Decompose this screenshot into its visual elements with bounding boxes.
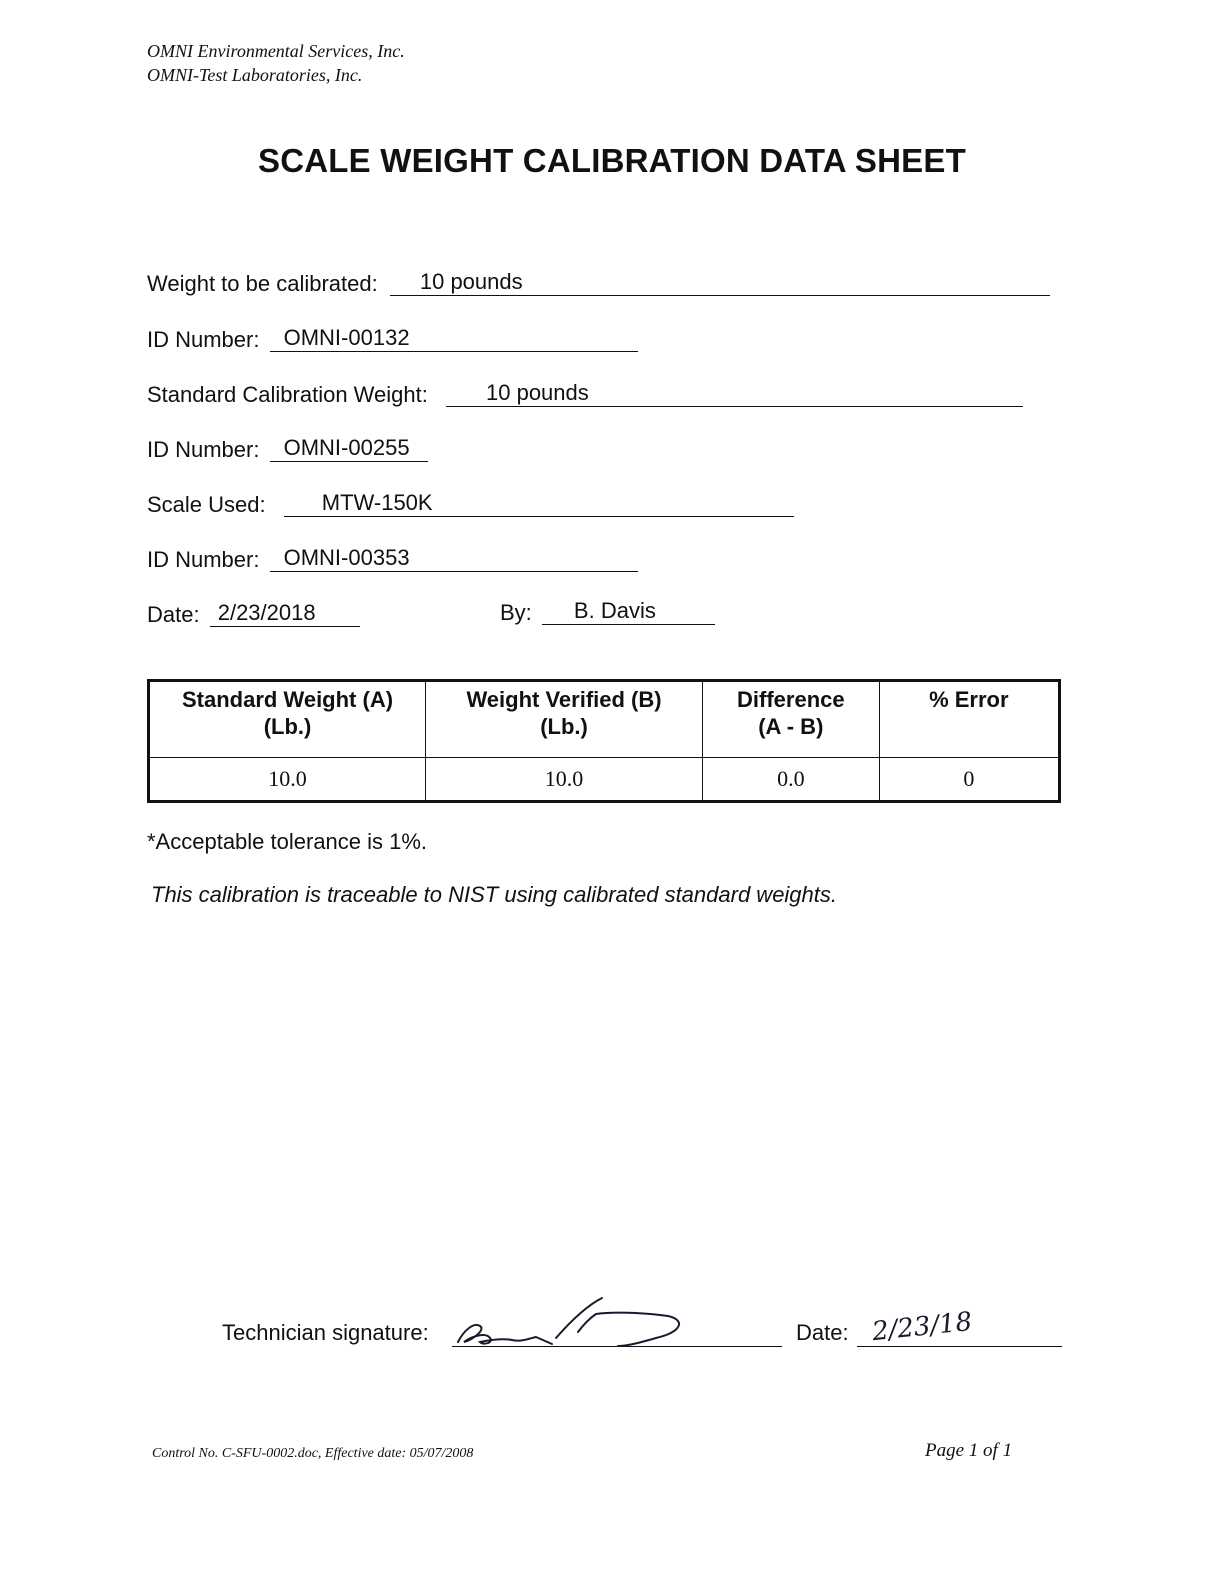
tolerance-note: *Acceptable tolerance is 1%.	[147, 829, 428, 854]
id-number-1-value: OMNI-00132	[270, 326, 638, 352]
scale-used-value: MTW-150K	[284, 491, 794, 517]
header-line: (A - B)	[758, 714, 824, 739]
cell-standard-weight: 10.0	[149, 758, 426, 802]
technician-signature-label: Technician signature:	[222, 1320, 429, 1345]
header-standard-weight	[149, 681, 426, 758]
cell-weight-verified: 10.0	[426, 758, 703, 802]
calibration-table	[147, 679, 1061, 803]
date-row	[147, 601, 360, 629]
header-line: Difference	[737, 687, 845, 712]
scale-used-row	[147, 491, 794, 519]
by-row	[500, 599, 715, 627]
standard-weight-label: Standard Calibration Weight:	[147, 382, 428, 407]
signature-date-label: Date:	[796, 1320, 849, 1345]
traceability-note: This calibration is traceable to NIST using calibrated standard weights.	[151, 882, 838, 907]
page-title: SCALE WEIGHT CALIBRATION DATA SHEET	[258, 142, 966, 179]
weight-to-calibrate-label: Weight to be calibrated:	[147, 271, 378, 296]
table-row	[149, 758, 1060, 802]
weight-to-calibrate-row	[147, 270, 1050, 298]
date-value: 2/23/2018	[210, 601, 360, 627]
id-number-2-value: OMNI-00255	[270, 436, 428, 462]
header-line: Weight Verified (B)	[466, 687, 662, 712]
id-number-1-label: ID Number:	[147, 327, 260, 352]
by-value: B. Davis	[542, 599, 715, 625]
standard-weight-value: 10 pounds	[446, 381, 1023, 407]
weight-to-calibrate-value: 10 pounds	[390, 270, 1050, 296]
by-label: By:	[500, 600, 532, 625]
id-number-3-value: OMNI-00353	[270, 546, 638, 572]
table-header-row	[149, 681, 1060, 758]
id-number-3-row	[147, 546, 638, 574]
cell-percent-error: 0	[879, 758, 1059, 802]
header-line: Standard Weight (A)	[182, 687, 394, 712]
scale-used-label: Scale Used:	[147, 492, 266, 517]
company-name-2: OMNI-Test Laboratories, Inc.	[147, 65, 363, 85]
header-line: % Error	[929, 687, 1009, 712]
standard-weight-row	[147, 381, 1023, 409]
header-line: (Lb.)	[263, 714, 312, 739]
header-difference	[703, 681, 880, 758]
header-percent-error	[879, 681, 1059, 758]
control-number: Control No. C-SFU-0002.doc, Effective date: 05/07/2008	[152, 1446, 474, 1461]
id-number-3-label: ID Number:	[147, 547, 260, 572]
header-line: (Lb.)	[540, 714, 588, 739]
cell-difference: 0.0	[703, 758, 880, 802]
handwritten-date: 2/23/18	[870, 1306, 974, 1348]
id-number-1-row	[147, 326, 638, 354]
id-number-2-label: ID Number:	[147, 437, 260, 462]
header-weight-verified	[426, 681, 703, 758]
page-number: Page 1 of 1	[925, 1440, 1013, 1461]
date-label: Date:	[147, 602, 200, 627]
company-name-1: OMNI Environmental Services, Inc.	[147, 41, 405, 61]
id-number-2-row	[147, 436, 428, 464]
handwritten-signature	[450, 1292, 690, 1352]
